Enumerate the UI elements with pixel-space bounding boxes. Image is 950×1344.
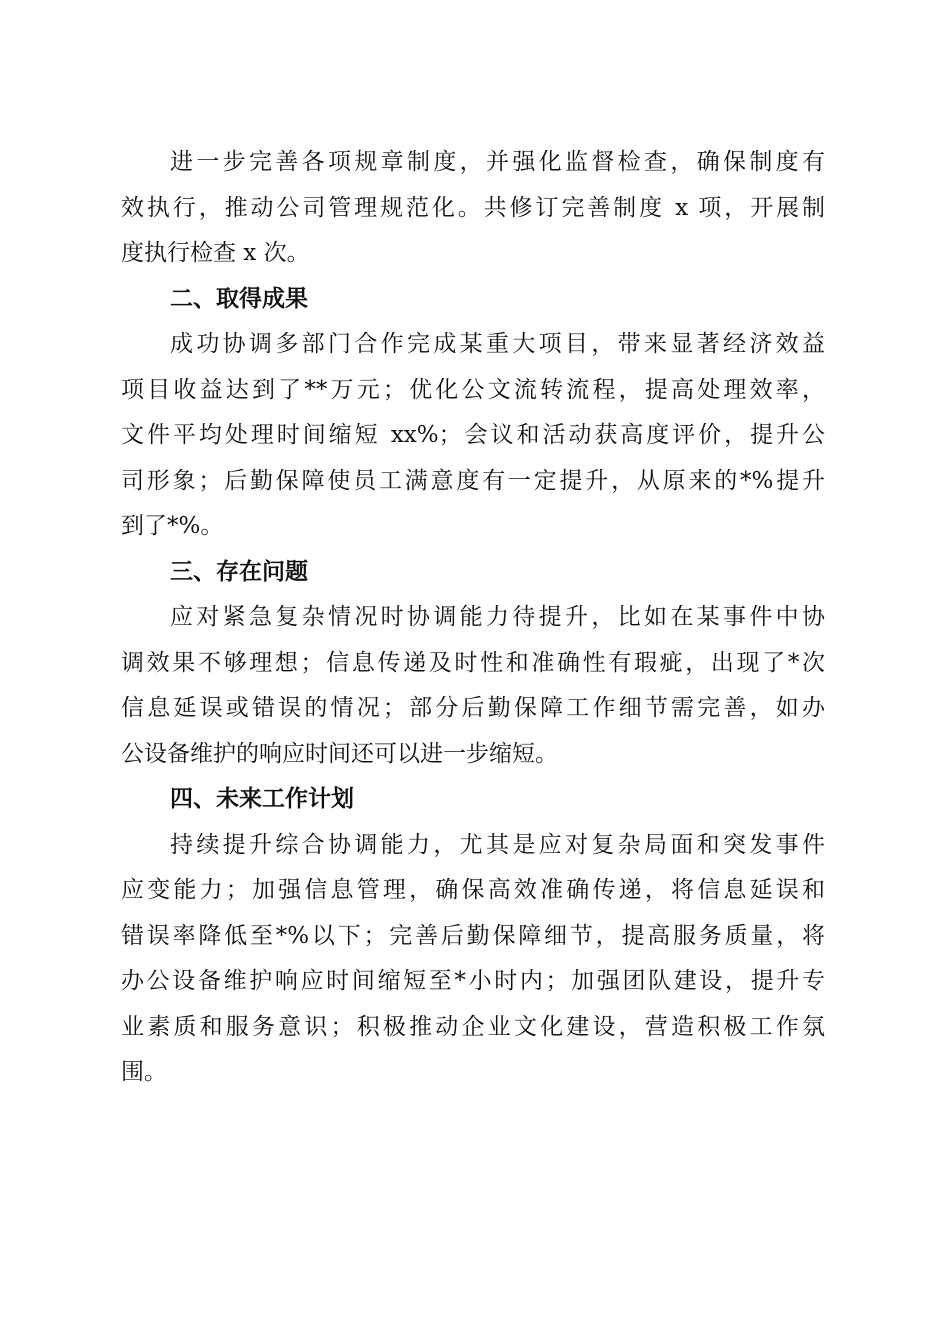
- paragraph-achievements: [121, 322, 825, 550]
- paragraph-line: 效执行，推动公司管理规范化。共修订完善制度 x 项，开展制: [121, 194, 825, 221]
- paragraph-line: 文件平均处理时间缩短 xx%；会议和活动获高度评价，提升公: [121, 422, 825, 448]
- paragraph-line: 办公设备维护响应时间缩短至*小时内；加强团队建设，提升专: [121, 968, 825, 994]
- paragraph-line: 公设备维护的响应时间还可以进一步缩短。: [121, 740, 558, 767]
- paragraph-line: 成功协调多部门合作完成某重大项目，带来显著经济效益: [170, 331, 825, 357]
- section-heading-future-plan: 四、未来工作计划: [170, 786, 354, 812]
- paragraph-line: 持续提升综合协调能力，尤其是应对复杂局面和突发事件: [170, 831, 825, 858]
- paragraph-line: 司形象；后勤保障使员工满意度有一定提升，从原来的*%提升: [121, 467, 825, 494]
- paragraph-line: 进一步完善各项规章制度，并强化监督检查，确保制度有: [170, 149, 825, 175]
- paragraph-line: 错误率降低至*%以下；完善后勤保障细节，提高服务质量，将: [121, 922, 825, 949]
- paragraph-line: 信息延误或错误的情况；部分后勤保障工作细节需完善，如办: [121, 695, 825, 721]
- paragraph-future-plan: [121, 823, 825, 1096]
- paragraph-line: 应对紧急复杂情况时协调能力待提升，比如在某事件中协: [170, 604, 825, 630]
- document-body: [121, 140, 825, 1096]
- paragraph-line: 到了*%。: [121, 513, 224, 539]
- paragraph-line: 应变能力；加强信息管理，确保高效准确传递，将信息延误和: [121, 877, 825, 903]
- section-heading-achievements: 二、取得成果: [170, 285, 308, 312]
- paragraph-line: 围。: [121, 1059, 167, 1085]
- section-heading-problems: 三、存在问题: [170, 558, 308, 585]
- paragraph-problems: [121, 595, 825, 777]
- paragraph-line: 项目收益达到了**万元；优化公文流转流程，提高处理效率，: [121, 376, 825, 403]
- paragraph-regulations: [121, 140, 825, 277]
- paragraph-line: 业素质和服务意识；积极推动企业文化建设，营造积极工作氛: [121, 1013, 825, 1040]
- paragraph-line: 度执行检查 x 次。: [121, 240, 310, 266]
- paragraph-line: 调效果不够理想；信息传递及时性和准确性有瑕疵，出现了*次: [121, 649, 825, 676]
